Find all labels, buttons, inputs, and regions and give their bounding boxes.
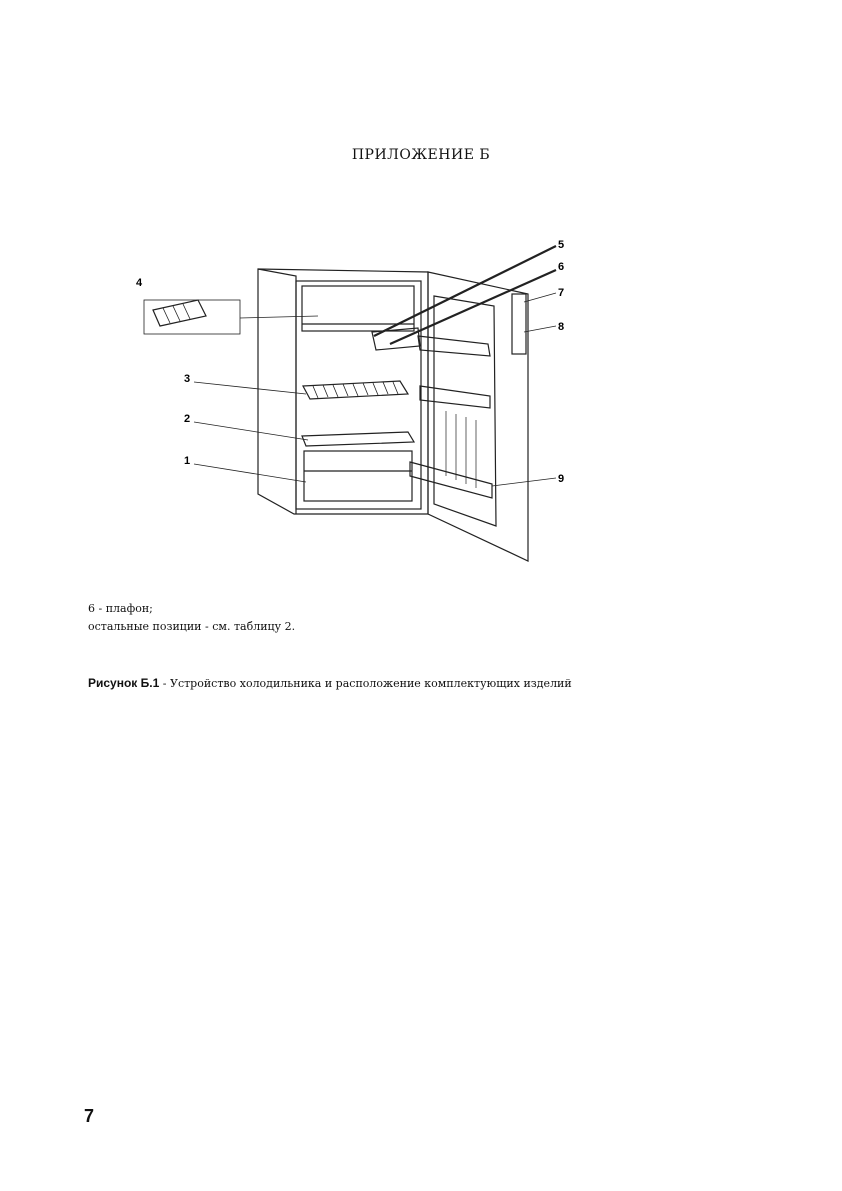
callout-7: 7 <box>558 287 565 299</box>
crisper-drawer <box>304 451 412 501</box>
callout-2: 2 <box>184 413 191 425</box>
hinge-panel <box>512 294 526 354</box>
figure-legend <box>88 600 295 636</box>
legend-line-1: 6 - плафон; <box>88 602 153 615</box>
callout-3: 3 <box>184 373 191 385</box>
legend-line-2: остальные позиции - см. таблицу 2. <box>88 620 296 633</box>
caption-label: Рисунок Б.1 <box>88 676 160 690</box>
caption-text: - Устройство холодильника и расположение комплектующих изделий <box>159 677 572 690</box>
callout-8: 8 <box>558 321 565 333</box>
appendix-title: ПРИЛОЖЕНИЕ Б <box>351 147 491 163</box>
callout-9: 9 <box>558 473 565 485</box>
cabinet-opening <box>296 281 421 509</box>
figure-caption <box>88 676 788 690</box>
callout-4: 4 <box>136 277 143 289</box>
door-outline <box>428 272 528 561</box>
ice-tray-icon <box>153 300 206 326</box>
callout-6: 6 <box>558 261 565 273</box>
callout-1: 1 <box>184 455 191 467</box>
glass-shelf <box>302 432 414 446</box>
door-shelf-middle <box>420 386 490 408</box>
page-number: 7 <box>84 1106 95 1126</box>
callout-5: 5 <box>558 239 565 251</box>
door-shelf-bottom <box>410 462 492 498</box>
refrigerator-diagram <box>128 236 588 566</box>
door-shelf-top <box>418 336 490 356</box>
door-inner <box>434 296 496 526</box>
